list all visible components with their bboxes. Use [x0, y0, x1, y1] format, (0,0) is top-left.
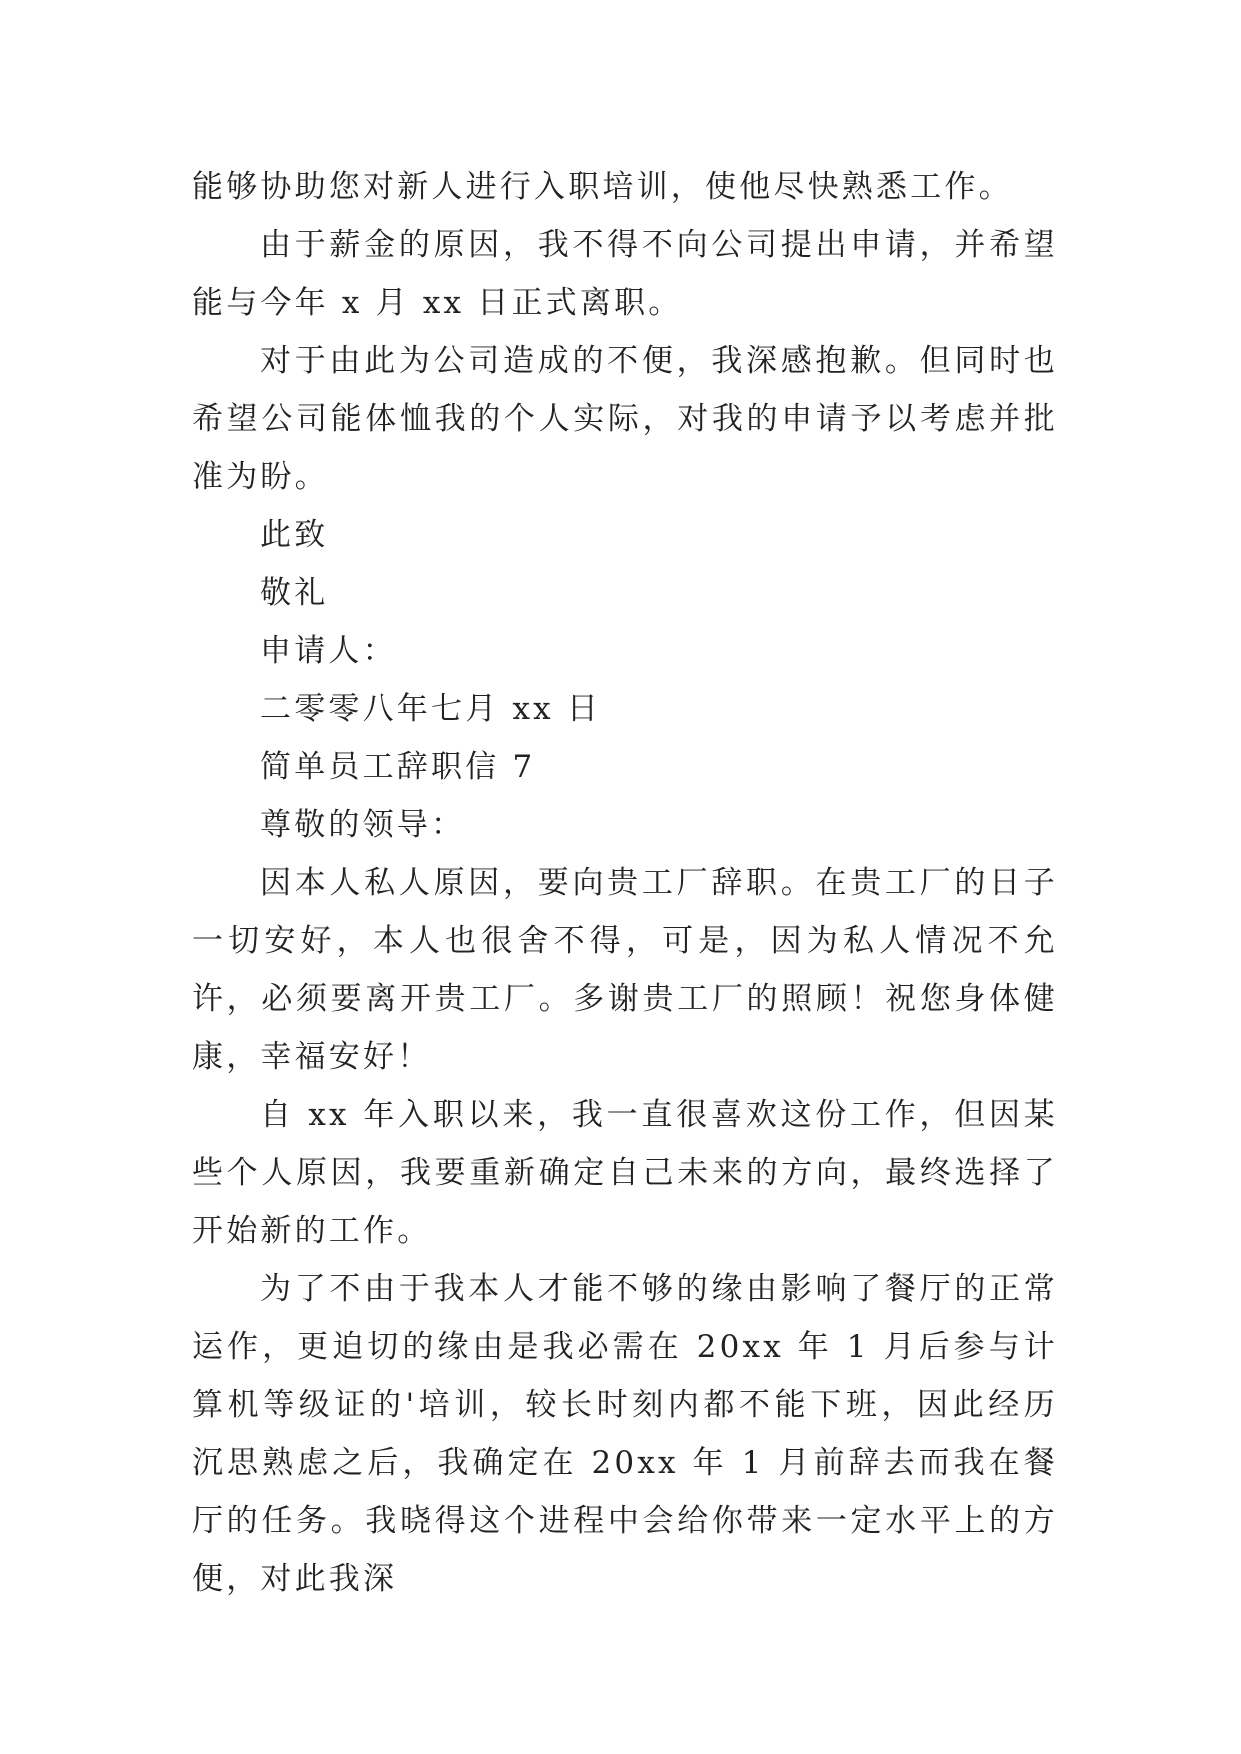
closing-jingli: 敬礼: [260, 575, 329, 611]
paragraph-salary-reason: 由于薪金的原因，我不得不向公司提出申请，并希望能与今年 x 月 xx 日正式离职。: [192, 227, 1058, 321]
salutation: 尊敬的领导：: [260, 807, 466, 843]
applicant-label: 申请人：: [260, 633, 397, 669]
paragraph-new-direction: 自 xx 年入职以来，我一直很喜欢这份工作，但因某些个人原因，我要重新确定自己未来的方向，最终选择了开始新的工作。: [192, 1097, 1058, 1249]
document-body: [192, 158, 1058, 1608]
paragraph-training: 为了不由于我本人才能不够的缘由影响了餐厅的正常运作，更迫切的缘由是我必需在 20xx 年 1 月后参与计算机等级证的'培训，较长时刻内都不能下班，因此经历沉思熟虑之后，我确定在 20xx 年 1 月前辞去而我在餐厅的任务。我晓得这个进程中会给你带来一定水平上的方便，对此我深: [192, 1271, 1058, 1597]
paragraph-personal-reason: 因本人私人原因，要向贵工厂辞职。在贵工厂的日子一切安好，本人也很舍不得，可是，因为私人情况不允许，必须要离开贵工厂。多谢贵工厂的照顾！祝您身体健康，幸福安好！: [192, 865, 1058, 1075]
section-heading: 简单员工辞职信 7: [260, 749, 536, 785]
paragraph-continuation: 能够协助您对新人进行入职培训，使他尽快熟悉工作。: [192, 169, 1013, 205]
closing-cizhi: 此致: [260, 517, 329, 553]
paragraph-apology: 对于由此为公司造成的不便，我深感抱歉。但同时也希望公司能体恤我的个人实际，对我的申请予以考虑并批准为盼。: [192, 343, 1058, 495]
letter-date: 二零零八年七月 xx 日: [260, 691, 602, 727]
